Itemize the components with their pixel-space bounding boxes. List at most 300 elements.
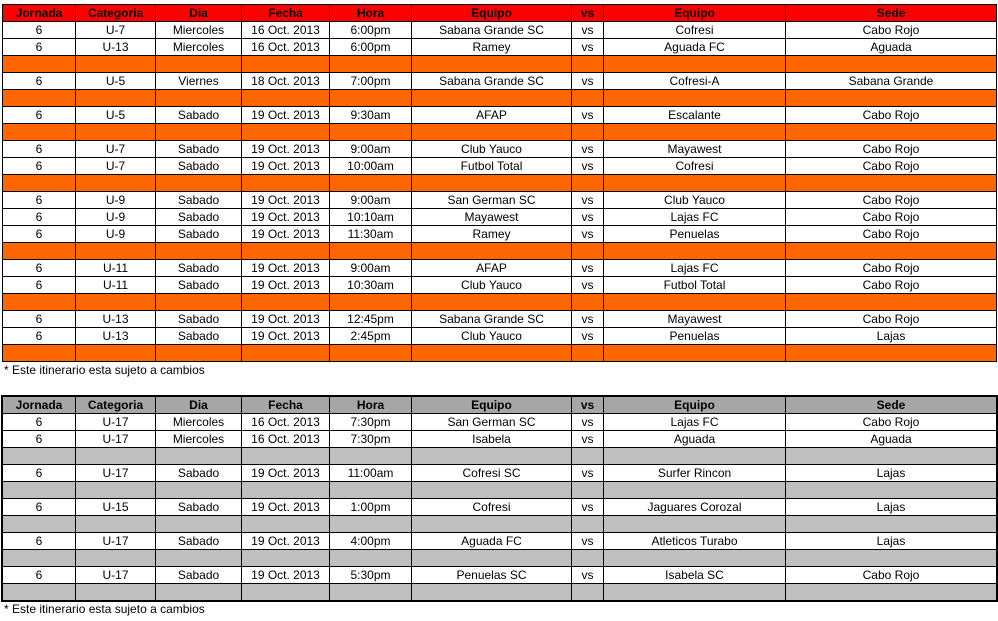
cell-vs[interactable]: vs <box>572 158 604 175</box>
cell-fecha[interactable]: 19 Oct. 2013 <box>242 499 330 516</box>
cell-categoria[interactable]: U-9 <box>76 226 156 243</box>
empty-cell[interactable] <box>604 345 786 362</box>
cell-hora[interactable]: 1:00pm <box>330 499 412 516</box>
cell-vs[interactable]: vs <box>572 107 604 124</box>
cell-categoria[interactable]: U-17 <box>76 414 156 431</box>
empty-cell[interactable] <box>604 550 786 567</box>
cell-categoria[interactable]: U-13 <box>76 311 156 328</box>
cell-hora[interactable]: 5:30pm <box>330 567 412 584</box>
empty-cell[interactable] <box>330 90 412 107</box>
cell-equipo-local[interactable]: Cofresi SC <box>412 465 572 482</box>
empty-cell[interactable] <box>412 482 572 499</box>
empty-cell[interactable] <box>76 448 156 465</box>
cell-categoria[interactable]: U-7 <box>76 22 156 39</box>
cell-categoria[interactable]: U-15 <box>76 499 156 516</box>
cell-equipo-visitante[interactable]: Lajas FC <box>604 260 786 277</box>
empty-cell[interactable] <box>786 345 997 362</box>
cell-equipo-visitante[interactable]: Cofresi <box>604 158 786 175</box>
empty-cell[interactable] <box>604 124 786 141</box>
cell-equipo-visitante[interactable]: Atleticos Turabo <box>604 533 786 550</box>
cell-fecha[interactable]: 16 Oct. 2013 <box>242 22 330 39</box>
cell-fecha[interactable]: 19 Oct. 2013 <box>242 465 330 482</box>
empty-cell[interactable] <box>3 448 76 465</box>
cell-hora[interactable]: 9:00am <box>330 192 412 209</box>
cell-vs[interactable]: vs <box>572 328 604 345</box>
cell-vs[interactable]: vs <box>572 141 604 158</box>
empty-cell[interactable] <box>3 243 76 260</box>
cell-equipo-local[interactable]: AFAP <box>412 260 572 277</box>
empty-cell[interactable] <box>604 90 786 107</box>
empty-cell[interactable] <box>604 294 786 311</box>
cell-jornada[interactable]: 6 <box>3 107 76 124</box>
cell-vs[interactable]: vs <box>572 22 604 39</box>
empty-cell[interactable] <box>604 175 786 192</box>
cell-equipo-visitante[interactable]: Aguada FC <box>604 39 786 56</box>
column-header-equipo-visitante[interactable]: Equipo <box>604 5 786 22</box>
cell-sede[interactable]: Lajas <box>786 533 997 550</box>
empty-cell[interactable] <box>330 448 412 465</box>
cell-jornada[interactable]: 6 <box>3 260 76 277</box>
column-header-categoria[interactable]: Categoria <box>76 5 156 22</box>
cell-dia[interactable]: Sabado <box>156 226 242 243</box>
empty-cell[interactable] <box>76 56 156 73</box>
cell-jornada[interactable]: 6 <box>3 414 76 431</box>
cell-equipo-visitante[interactable]: Isabela SC <box>604 567 786 584</box>
cell-dia[interactable]: Miercoles <box>156 414 242 431</box>
empty-cell[interactable] <box>76 90 156 107</box>
cell-fecha[interactable]: 19 Oct. 2013 <box>242 311 330 328</box>
empty-cell[interactable] <box>572 516 604 533</box>
column-header-vs[interactable]: vs <box>572 397 604 414</box>
column-header-sede[interactable]: Sede <box>786 5 997 22</box>
empty-cell[interactable] <box>786 516 997 533</box>
cell-equipo-local[interactable]: Club Yauco <box>412 328 572 345</box>
cell-categoria[interactable]: U-5 <box>76 73 156 90</box>
cell-sede[interactable]: Cabo Rojo <box>786 567 997 584</box>
cell-categoria[interactable]: U-17 <box>76 465 156 482</box>
cell-dia[interactable]: Miercoles <box>156 431 242 448</box>
cell-vs[interactable]: vs <box>572 73 604 90</box>
cell-categoria[interactable]: U-13 <box>76 328 156 345</box>
cell-equipo-visitante[interactable]: Surfer Rincon <box>604 465 786 482</box>
empty-cell[interactable] <box>572 124 604 141</box>
column-header-equipo-local[interactable]: Equipo <box>412 397 572 414</box>
empty-cell[interactable] <box>3 294 76 311</box>
column-header-hora[interactable]: Hora <box>330 5 412 22</box>
cell-jornada[interactable]: 6 <box>3 39 76 56</box>
empty-cell[interactable] <box>604 56 786 73</box>
cell-vs[interactable]: vs <box>572 499 604 516</box>
cell-jornada[interactable]: 6 <box>3 141 76 158</box>
cell-jornada[interactable]: 6 <box>3 73 76 90</box>
empty-cell[interactable] <box>330 124 412 141</box>
cell-fecha[interactable]: 16 Oct. 2013 <box>242 39 330 56</box>
empty-cell[interactable] <box>330 516 412 533</box>
empty-cell[interactable] <box>412 448 572 465</box>
empty-cell[interactable] <box>156 345 242 362</box>
empty-cell[interactable] <box>3 90 76 107</box>
cell-vs[interactable]: vs <box>572 192 604 209</box>
cell-equipo-visitante[interactable]: Lajas FC <box>604 209 786 226</box>
empty-cell[interactable] <box>76 243 156 260</box>
cell-equipo-visitante[interactable]: Aguada <box>604 431 786 448</box>
empty-cell[interactable] <box>242 243 330 260</box>
empty-cell[interactable] <box>412 516 572 533</box>
empty-cell[interactable] <box>604 516 786 533</box>
empty-cell[interactable] <box>242 56 330 73</box>
cell-categoria[interactable]: U-9 <box>76 192 156 209</box>
cell-jornada[interactable]: 6 <box>3 226 76 243</box>
cell-hora[interactable]: 12:45pm <box>330 311 412 328</box>
cell-sede[interactable]: Cabo Rojo <box>786 260 997 277</box>
empty-cell[interactable] <box>156 294 242 311</box>
cell-hora[interactable]: 10:30am <box>330 277 412 294</box>
cell-dia[interactable]: Sabado <box>156 277 242 294</box>
cell-fecha[interactable]: 19 Oct. 2013 <box>242 141 330 158</box>
empty-cell[interactable] <box>572 175 604 192</box>
cell-equipo-visitante[interactable]: Mayawest <box>604 311 786 328</box>
cell-dia[interactable]: Viernes <box>156 73 242 90</box>
cell-dia[interactable]: Sabado <box>156 567 242 584</box>
cell-fecha[interactable]: 19 Oct. 2013 <box>242 328 330 345</box>
cell-equipo-local[interactable]: Isabela <box>412 431 572 448</box>
cell-equipo-visitante[interactable]: Penuelas <box>604 328 786 345</box>
cell-fecha[interactable]: 19 Oct. 2013 <box>242 533 330 550</box>
empty-cell[interactable] <box>412 243 572 260</box>
empty-cell[interactable] <box>786 294 997 311</box>
cell-categoria[interactable]: U-5 <box>76 107 156 124</box>
empty-cell[interactable] <box>330 550 412 567</box>
empty-cell[interactable] <box>572 550 604 567</box>
cell-jornada[interactable]: 6 <box>3 311 76 328</box>
empty-cell[interactable] <box>242 482 330 499</box>
cell-equipo-visitante[interactable]: Escalante <box>604 107 786 124</box>
empty-cell[interactable] <box>156 56 242 73</box>
cell-dia[interactable]: Sabado <box>156 465 242 482</box>
column-header-equipo-local[interactable]: Equipo <box>412 5 572 22</box>
empty-cell[interactable] <box>156 516 242 533</box>
empty-cell[interactable] <box>242 124 330 141</box>
cell-jornada[interactable]: 6 <box>3 209 76 226</box>
empty-cell[interactable] <box>156 243 242 260</box>
cell-hora[interactable]: 9:30am <box>330 107 412 124</box>
cell-fecha[interactable]: 16 Oct. 2013 <box>242 414 330 431</box>
cell-categoria[interactable]: U-17 <box>76 567 156 584</box>
cell-equipo-local[interactable]: Cofresi <box>412 499 572 516</box>
cell-hora[interactable]: 11:00am <box>330 465 412 482</box>
column-header-fecha[interactable]: Fecha <box>242 397 330 414</box>
cell-jornada[interactable]: 6 <box>3 192 76 209</box>
empty-cell[interactable] <box>412 175 572 192</box>
cell-fecha[interactable]: 18 Oct. 2013 <box>242 73 330 90</box>
cell-equipo-local[interactable]: San German SC <box>412 414 572 431</box>
empty-cell[interactable] <box>412 550 572 567</box>
cell-categoria[interactable]: U-9 <box>76 209 156 226</box>
cell-categoria[interactable]: U-17 <box>76 431 156 448</box>
empty-cell[interactable] <box>330 482 412 499</box>
empty-cell[interactable] <box>156 90 242 107</box>
cell-fecha[interactable]: 19 Oct. 2013 <box>242 260 330 277</box>
cell-categoria[interactable]: U-7 <box>76 158 156 175</box>
cell-dia[interactable]: Sabado <box>156 192 242 209</box>
cell-equipo-visitante[interactable]: Penuelas <box>604 226 786 243</box>
column-header-jornada[interactable]: Jornada <box>3 5 76 22</box>
cell-equipo-visitante[interactable]: Cofresi-A <box>604 73 786 90</box>
empty-cell[interactable] <box>156 482 242 499</box>
empty-cell[interactable] <box>786 56 997 73</box>
empty-cell[interactable] <box>604 584 786 601</box>
empty-cell[interactable] <box>3 516 76 533</box>
cell-equipo-local[interactable]: Penuelas SC <box>412 567 572 584</box>
cell-vs[interactable]: vs <box>572 226 604 243</box>
cell-equipo-local[interactable]: Mayawest <box>412 209 572 226</box>
cell-equipo-local[interactable]: Aguada FC <box>412 533 572 550</box>
cell-dia[interactable]: Sabado <box>156 311 242 328</box>
empty-cell[interactable] <box>412 584 572 601</box>
cell-dia[interactable]: Sabado <box>156 141 242 158</box>
cell-hora[interactable]: 10:10am <box>330 209 412 226</box>
cell-sede[interactable]: Lajas <box>786 499 997 516</box>
cell-jornada[interactable]: 6 <box>3 328 76 345</box>
column-header-jornada[interactable]: Jornada <box>3 397 76 414</box>
column-header-categoria[interactable]: Categoria <box>76 397 156 414</box>
cell-sede[interactable]: Cabo Rojo <box>786 192 997 209</box>
empty-cell[interactable] <box>572 243 604 260</box>
empty-cell[interactable] <box>604 448 786 465</box>
empty-cell[interactable] <box>786 175 997 192</box>
cell-dia[interactable]: Sabado <box>156 260 242 277</box>
cell-hora[interactable]: 10:00am <box>330 158 412 175</box>
empty-cell[interactable] <box>786 448 997 465</box>
empty-cell[interactable] <box>572 90 604 107</box>
empty-cell[interactable] <box>604 482 786 499</box>
empty-cell[interactable] <box>76 550 156 567</box>
empty-cell[interactable] <box>330 175 412 192</box>
cell-sede[interactable]: Cabo Rojo <box>786 141 997 158</box>
column-header-sede[interactable]: Sede <box>786 397 997 414</box>
column-header-fecha[interactable]: Fecha <box>242 5 330 22</box>
empty-cell[interactable] <box>76 345 156 362</box>
cell-hora[interactable]: 6:00pm <box>330 39 412 56</box>
cell-fecha[interactable]: 19 Oct. 2013 <box>242 192 330 209</box>
cell-vs[interactable]: vs <box>572 533 604 550</box>
cell-hora[interactable]: 9:00am <box>330 260 412 277</box>
cell-vs[interactable]: vs <box>572 277 604 294</box>
cell-hora[interactable]: 7:30pm <box>330 431 412 448</box>
cell-jornada[interactable]: 6 <box>3 22 76 39</box>
cell-sede[interactable]: Cabo Rojo <box>786 209 997 226</box>
cell-sede[interactable]: Lajas <box>786 465 997 482</box>
cell-fecha[interactable]: 19 Oct. 2013 <box>242 226 330 243</box>
column-header-vs[interactable]: vs <box>572 5 604 22</box>
column-header-dia[interactable]: Dia <box>156 5 242 22</box>
cell-jornada[interactable]: 6 <box>3 277 76 294</box>
empty-cell[interactable] <box>572 584 604 601</box>
empty-cell[interactable] <box>786 482 997 499</box>
empty-cell[interactable] <box>76 124 156 141</box>
column-header-hora[interactable]: Hora <box>330 397 412 414</box>
cell-fecha[interactable]: 19 Oct. 2013 <box>242 567 330 584</box>
cell-hora[interactable]: 2:45pm <box>330 328 412 345</box>
cell-equipo-visitante[interactable]: Jaguares Corozal <box>604 499 786 516</box>
cell-categoria[interactable]: U-13 <box>76 39 156 56</box>
empty-cell[interactable] <box>412 56 572 73</box>
cell-equipo-visitante[interactable]: Club Yauco <box>604 192 786 209</box>
cell-vs[interactable]: vs <box>572 465 604 482</box>
cell-hora[interactable]: 7:00pm <box>330 73 412 90</box>
cell-vs[interactable]: vs <box>572 414 604 431</box>
cell-hora[interactable]: 6:00pm <box>330 22 412 39</box>
empty-cell[interactable] <box>3 584 76 601</box>
empty-cell[interactable] <box>412 124 572 141</box>
empty-cell[interactable] <box>3 56 76 73</box>
cell-dia[interactable]: Sabado <box>156 328 242 345</box>
cell-fecha[interactable]: 16 Oct. 2013 <box>242 431 330 448</box>
empty-cell[interactable] <box>156 550 242 567</box>
empty-cell[interactable] <box>330 56 412 73</box>
cell-equipo-visitante[interactable]: Futbol Total <box>604 277 786 294</box>
empty-cell[interactable] <box>572 448 604 465</box>
cell-categoria[interactable]: U-7 <box>76 141 156 158</box>
empty-cell[interactable] <box>330 243 412 260</box>
cell-sede[interactable]: Lajas <box>786 328 997 345</box>
empty-cell[interactable] <box>242 550 330 567</box>
cell-dia[interactable]: Sabado <box>156 107 242 124</box>
empty-cell[interactable] <box>786 584 997 601</box>
cell-dia[interactable]: Sabado <box>156 158 242 175</box>
cell-sede[interactable]: Cabo Rojo <box>786 414 997 431</box>
empty-cell[interactable] <box>412 90 572 107</box>
cell-hora[interactable]: 9:00am <box>330 141 412 158</box>
cell-categoria[interactable]: U-11 <box>76 277 156 294</box>
cell-equipo-local[interactable]: Sabana Grande SC <box>412 73 572 90</box>
cell-vs[interactable]: vs <box>572 431 604 448</box>
cell-categoria[interactable]: U-11 <box>76 260 156 277</box>
empty-cell[interactable] <box>572 294 604 311</box>
empty-cell[interactable] <box>242 516 330 533</box>
empty-cell[interactable] <box>786 243 997 260</box>
empty-cell[interactable] <box>572 345 604 362</box>
cell-sede[interactable]: Cabo Rojo <box>786 226 997 243</box>
empty-cell[interactable] <box>156 175 242 192</box>
cell-equipo-local[interactable]: Ramey <box>412 226 572 243</box>
cell-equipo-local[interactable]: Club Yauco <box>412 277 572 294</box>
cell-fecha[interactable]: 19 Oct. 2013 <box>242 209 330 226</box>
cell-hora[interactable]: 11:30am <box>330 226 412 243</box>
table-row <box>3 414 997 431</box>
empty-cell[interactable] <box>572 482 604 499</box>
cell-fecha[interactable]: 19 Oct. 2013 <box>242 277 330 294</box>
cell-dia[interactable]: Miercoles <box>156 39 242 56</box>
cell-sede[interactable]: Aguada <box>786 39 997 56</box>
cell-equipo-visitante[interactable]: Mayawest <box>604 141 786 158</box>
cell-dia[interactable]: Miercoles <box>156 22 242 39</box>
cell-equipo-local[interactable]: Sabana Grande SC <box>412 311 572 328</box>
empty-cell[interactable] <box>572 56 604 73</box>
empty-cell[interactable] <box>76 294 156 311</box>
empty-cell[interactable] <box>76 482 156 499</box>
empty-cell[interactable] <box>76 584 156 601</box>
cell-equipo-local[interactable]: Club Yauco <box>412 141 572 158</box>
cell-equipo-local[interactable]: Futbol Total <box>412 158 572 175</box>
cell-sede[interactable]: Cabo Rojo <box>786 158 997 175</box>
empty-cell[interactable] <box>156 124 242 141</box>
empty-cell[interactable] <box>412 294 572 311</box>
empty-cell[interactable] <box>242 448 330 465</box>
cell-sede[interactable]: Sabana Grande <box>786 73 997 90</box>
empty-cell[interactable] <box>156 584 242 601</box>
cell-sede[interactable]: Cabo Rojo <box>786 107 997 124</box>
cell-hora[interactable]: 7:30pm <box>330 414 412 431</box>
empty-cell[interactable] <box>242 294 330 311</box>
cell-jornada[interactable]: 6 <box>3 465 76 482</box>
empty-cell[interactable] <box>330 294 412 311</box>
empty-cell[interactable] <box>330 345 412 362</box>
empty-cell[interactable] <box>156 448 242 465</box>
cell-hora[interactable]: 4:00pm <box>330 533 412 550</box>
cell-dia[interactable]: Sabado <box>156 209 242 226</box>
cell-equipo-local[interactable]: AFAP <box>412 107 572 124</box>
column-header-equipo-visitante[interactable]: Equipo <box>604 397 786 414</box>
table-row <box>3 158 997 175</box>
cell-jornada[interactable]: 6 <box>3 431 76 448</box>
empty-cell[interactable] <box>76 516 156 533</box>
cell-fecha[interactable]: 19 Oct. 2013 <box>242 158 330 175</box>
cell-jornada[interactable]: 6 <box>3 533 76 550</box>
empty-cell[interactable] <box>242 175 330 192</box>
empty-cell[interactable] <box>3 482 76 499</box>
cell-vs[interactable]: vs <box>572 39 604 56</box>
empty-cell[interactable] <box>3 550 76 567</box>
empty-cell[interactable] <box>242 345 330 362</box>
cell-sede[interactable]: Aguada <box>786 431 997 448</box>
empty-cell[interactable] <box>76 175 156 192</box>
cell-equipo-visitante[interactable]: Cofresi <box>604 22 786 39</box>
cell-jornada[interactable]: 6 <box>3 567 76 584</box>
empty-cell[interactable] <box>242 584 330 601</box>
cell-vs[interactable]: vs <box>572 567 604 584</box>
cell-dia[interactable]: Sabado <box>156 533 242 550</box>
empty-cell[interactable] <box>412 345 572 362</box>
cell-jornada[interactable]: 6 <box>3 158 76 175</box>
empty-cell[interactable] <box>786 550 997 567</box>
cell-sede[interactable]: Cabo Rojo <box>786 22 997 39</box>
cell-vs[interactable]: vs <box>572 209 604 226</box>
cell-vs[interactable]: vs <box>572 311 604 328</box>
cell-sede[interactable]: Cabo Rojo <box>786 311 997 328</box>
cell-categoria[interactable]: U-17 <box>76 533 156 550</box>
empty-cell[interactable] <box>604 243 786 260</box>
cell-fecha[interactable]: 19 Oct. 2013 <box>242 107 330 124</box>
column-header-dia[interactable]: Dia <box>156 397 242 414</box>
table-row <box>3 567 997 584</box>
cell-jornada[interactable]: 6 <box>3 499 76 516</box>
empty-cell[interactable] <box>3 345 76 362</box>
cell-equipo-visitante[interactable]: Lajas FC <box>604 414 786 431</box>
empty-cell[interactable] <box>786 90 997 107</box>
empty-cell[interactable] <box>330 584 412 601</box>
cell-sede[interactable]: Cabo Rojo <box>786 277 997 294</box>
cell-equipo-local[interactable]: San German SC <box>412 192 572 209</box>
empty-cell[interactable] <box>3 175 76 192</box>
empty-cell[interactable] <box>3 124 76 141</box>
cell-dia[interactable]: Sabado <box>156 499 242 516</box>
cell-equipo-local[interactable]: Sabana Grande SC <box>412 22 572 39</box>
cell-equipo-local[interactable]: Ramey <box>412 39 572 56</box>
empty-cell[interactable] <box>242 90 330 107</box>
empty-cell[interactable] <box>786 124 997 141</box>
cell-vs[interactable]: vs <box>572 260 604 277</box>
